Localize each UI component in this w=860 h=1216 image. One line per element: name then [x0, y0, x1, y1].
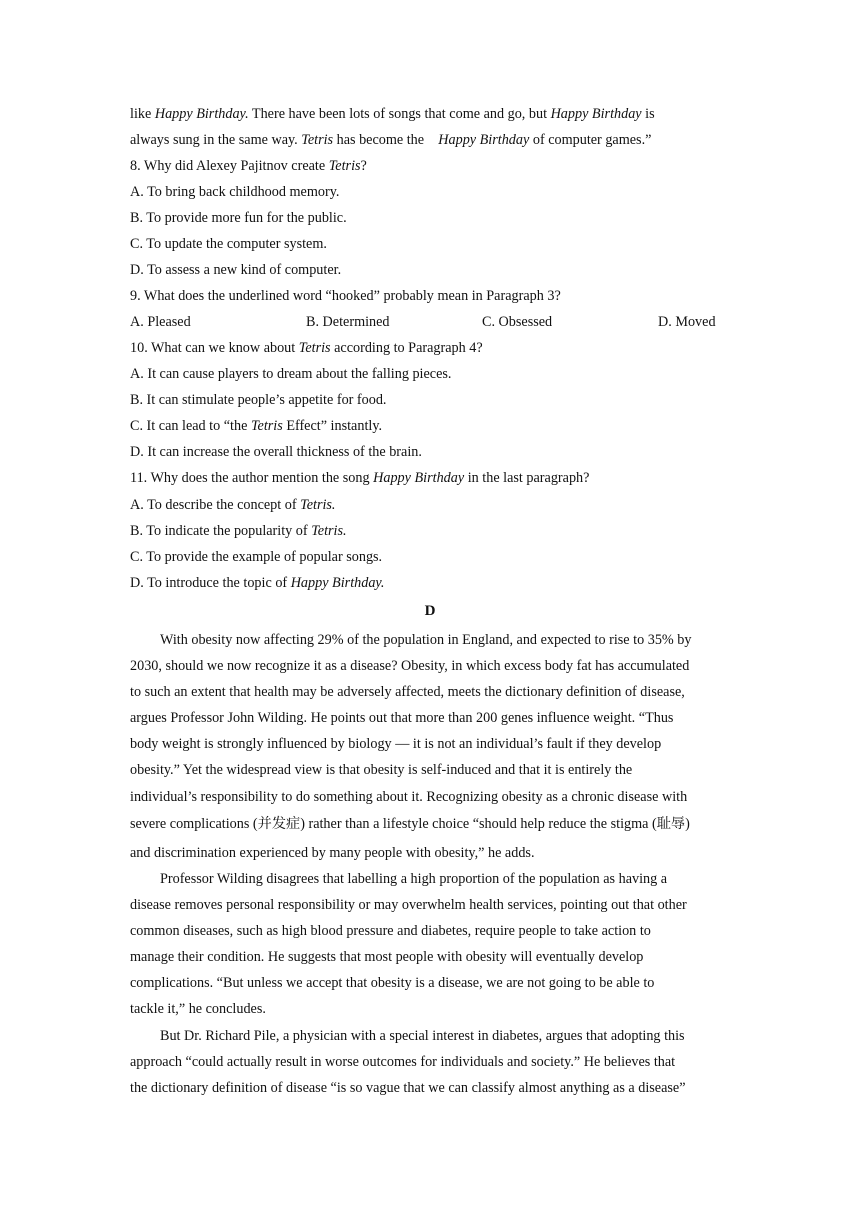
section-heading: D: [424, 603, 436, 619]
song-title: Happy Birthday: [550, 106, 642, 122]
question-9-option-c: C. Obsessed: [482, 314, 553, 330]
text: C. It can lead to “the: [130, 418, 251, 434]
passage-line: body weight is strongly influenced by biology — it is not an individual’s fault if they develop: [130, 736, 662, 752]
passage-line: disease removes personal responsibility or may overwhelm health services, pointing out that other: [130, 897, 687, 913]
text: according to Paragraph 4?: [330, 340, 483, 356]
question-10-option-d: D. It can increase the overall thickness of the brain.: [130, 444, 422, 460]
game-title: Tetris.: [300, 497, 336, 513]
question-11-option-a: [130, 496, 335, 514]
passage-line: and discrimination experienced by many people with obesity,” he adds.: [130, 845, 535, 861]
passage-line: tackle it,” he concludes.: [130, 1001, 266, 1017]
question-10-option-b: B. It can stimulate people’s appetite for food.: [130, 392, 387, 408]
passage-line: Professor Wilding disagrees that labelling a high proportion of the population as having a: [160, 871, 668, 887]
game-title: Tetris: [250, 418, 283, 434]
text: B. To indicate the popularity of: [130, 523, 312, 539]
passage-line: individual’s responsibility to do something about it. Recognizing obesity as a chronic disease with: [130, 789, 688, 805]
text: A. To describe the concept of: [130, 497, 301, 513]
game-title: Tetris: [301, 132, 334, 148]
question-9-stem: 9. What does the underlined word “hooked” probably mean in Paragraph 3?: [130, 288, 561, 304]
song-title: Happy Birthday: [438, 132, 530, 148]
text: 11. Why does the author mention the song: [130, 470, 374, 486]
passage-line: complications. “But unless we accept that obesity is a disease, we are not going to be able to: [130, 975, 655, 991]
text: D. To introduce the topic of: [130, 575, 291, 591]
question-8-stem: [130, 157, 367, 175]
text: Effect” instantly.: [282, 418, 383, 434]
game-title: Tetris.: [311, 523, 347, 539]
song-title: Happy Birthday: [373, 470, 465, 486]
question-11-option-d: [130, 574, 384, 592]
intro-line-1: [130, 105, 655, 123]
passage-line: 2030, should we now recognize it as a disease? Obesity, in which excess body fat has accumulated: [130, 658, 690, 674]
question-10-option-c: [130, 417, 382, 435]
text: always sung in the same way.: [130, 132, 302, 148]
game-title: Tetris: [298, 340, 331, 356]
passage-line: severe complications (并发症) rather than a lifestyle choice “should help reduce the stigma (耻辱): [130, 816, 690, 832]
game-title: Tetris: [328, 158, 361, 174]
question-9-option-b: B. Determined: [306, 314, 390, 330]
text: There have been lots of songs that come and go, but: [248, 106, 551, 122]
text: is: [641, 106, 655, 122]
passage-line: common diseases, such as high blood pressure and diabetes, require people to take action to: [130, 923, 651, 939]
question-11-option-c: C. To provide the example of popular songs.: [130, 549, 383, 565]
question-8-option-a: A. To bring back childhood memory.: [130, 184, 340, 200]
passage-line: But Dr. Richard Pile, a physician with a special interest in diabetes, argues that adopting this: [160, 1028, 685, 1044]
passage-line: approach “could actually result in worse outcomes for individuals and society.” He believes that: [130, 1054, 676, 1070]
question-9-option-d: D. Moved: [658, 314, 716, 330]
passage-line: the dictionary definition of disease “is so vague that we can classify almost anything as a disease”: [130, 1080, 686, 1096]
text: has become the: [333, 132, 428, 148]
question-11-stem: [130, 469, 589, 487]
passage-line: obesity.” Yet the widespread view is that obesity is self-induced and that it is entirely the: [130, 762, 633, 778]
text: ?: [360, 158, 367, 174]
intro-line-2: [130, 131, 651, 149]
song-title: Happy Birthday.: [154, 106, 249, 122]
question-11-option-b: [130, 522, 347, 540]
question-10-option-a: A. It can cause players to dream about the falling pieces.: [130, 366, 452, 382]
passage-line: argues Professor John Wilding. He points out that more than 200 genes influence weight. “Thus: [130, 710, 674, 726]
question-8-option-c: C. To update the computer system.: [130, 236, 327, 252]
text: in the last paragraph?: [464, 470, 590, 486]
question-9-option-a: A. Pleased: [130, 314, 191, 330]
question-8-option-b: B. To provide more fun for the public.: [130, 210, 347, 226]
text: 8. Why did Alexey Pajitnov create: [130, 158, 329, 174]
text: like: [130, 106, 155, 122]
question-10-stem: [130, 339, 483, 357]
passage-line: to such an extent that health may be adversely affected, meets the dictionary definition of disease,: [130, 684, 685, 700]
passage-line: manage their condition. He suggests that most people with obesity will eventually develop: [130, 949, 644, 965]
passage-line: With obesity now affecting 29% of the population in England, and expected to rise to 35% by: [160, 632, 692, 648]
text: 10. What can we know about: [130, 340, 299, 356]
question-8-option-d: D. To assess a new kind of computer.: [130, 262, 342, 278]
text: of computer games.”: [529, 132, 652, 148]
song-title: Happy Birthday.: [290, 575, 385, 591]
